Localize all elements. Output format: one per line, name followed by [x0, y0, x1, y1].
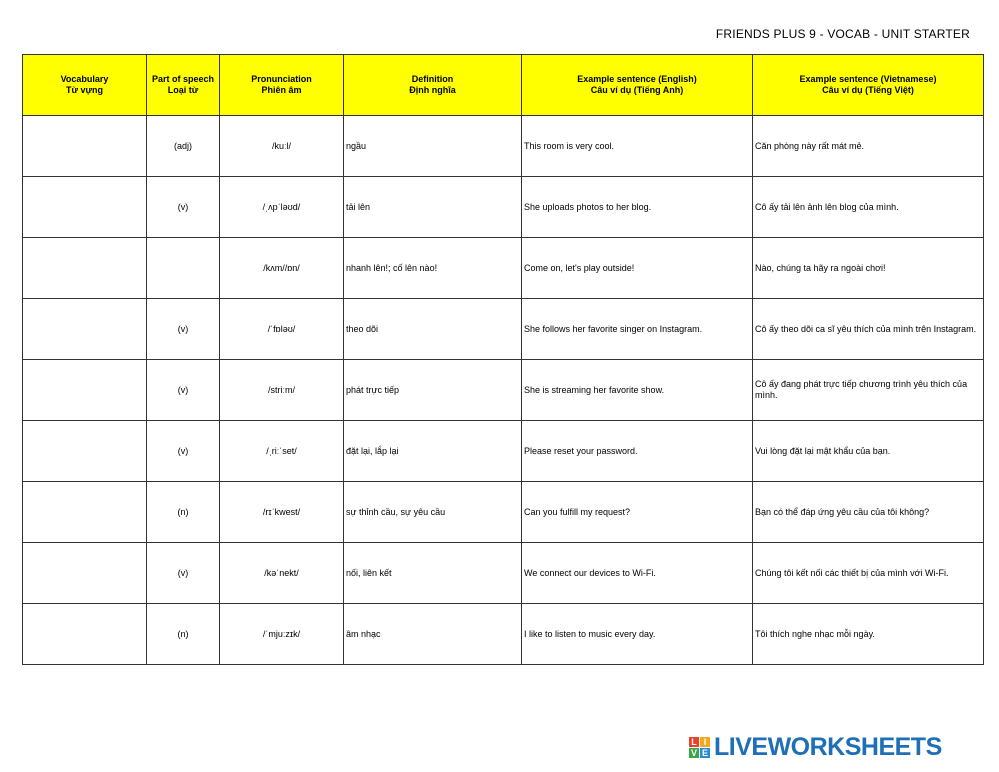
pronunciation-cell: /ˌʌpˈləʊd/: [220, 177, 344, 238]
vocab-answer-input[interactable]: [25, 237, 148, 299]
pronunciation-cell: /rɪˈkwest/: [220, 482, 344, 543]
definition-cell: phát trực tiếp: [344, 360, 522, 421]
table-header-row: [23, 55, 984, 116]
vocab-answer-cell[interactable]: [23, 604, 147, 665]
vocab-answer-input[interactable]: [25, 481, 148, 543]
document-title: FRIENDS PLUS 9 - VOCAB - UNIT STARTER: [715, 27, 970, 41]
example-english-cell: Please reset your password.: [522, 421, 753, 482]
liveworksheets-logo: [689, 733, 942, 762]
part-of-speech-cell: (n): [147, 482, 220, 543]
header-part-of-speech: Part of speech Loại từ: [147, 55, 220, 116]
definition-cell: âm nhạc: [344, 604, 522, 665]
example-vietnamese-cell: Nào, chúng ta hãy ra ngoài chơi!: [753, 238, 984, 299]
table-row: [23, 421, 984, 482]
example-vietnamese-cell: Cô ấy theo dõi ca sĩ yêu thích của mình trên Instagram.: [753, 299, 984, 360]
part-of-speech-cell: [147, 238, 220, 299]
part-of-speech-cell: (v): [147, 360, 220, 421]
example-vietnamese-cell: Tôi thích nghe nhạc mỗi ngày.: [753, 604, 984, 665]
pronunciation-cell: /striːm/: [220, 360, 344, 421]
table-row: [23, 604, 984, 665]
definition-cell: nối, liên kết: [344, 543, 522, 604]
pronunciation-cell: /ˈmjuːzɪk/: [220, 604, 344, 665]
liveworksheets-logo-icon: [689, 737, 710, 758]
example-vietnamese-cell: Bạn có thể đáp ứng yêu cầu của tôi không?: [753, 482, 984, 543]
example-english-cell: She follows her favorite singer on Instagram.: [522, 299, 753, 360]
vocab-answer-cell[interactable]: [23, 421, 147, 482]
part-of-speech-cell: (adj): [147, 116, 220, 177]
example-english-cell: She uploads photos to her blog.: [522, 177, 753, 238]
table-row: [23, 543, 984, 604]
definition-cell: nhanh lên!; cố lên nào!: [344, 238, 522, 299]
example-vietnamese-cell: Cô ấy đang phát trực tiếp chương trình yêu thích của mình.: [753, 360, 984, 421]
part-of-speech-cell: (n): [147, 604, 220, 665]
definition-cell: tải lên: [344, 177, 522, 238]
part-of-speech-cell: (v): [147, 421, 220, 482]
header-definition: Definition Định nghĩa: [344, 55, 522, 116]
vocab-answer-cell[interactable]: [23, 360, 147, 421]
example-vietnamese-cell: Vui lòng đặt lại mật khẩu của bạn.: [753, 421, 984, 482]
vocab-answer-input[interactable]: [25, 420, 148, 482]
liveworksheets-logo-text: LIVEWORKSHEETS: [714, 733, 942, 761]
vocab-answer-cell[interactable]: [23, 299, 147, 360]
vocab-answer-input[interactable]: [25, 115, 148, 177]
header-pronunciation: Pronunciation Phiên âm: [220, 55, 344, 116]
pronunciation-cell: /ˌriːˈset/: [220, 421, 344, 482]
table-row: [23, 360, 984, 421]
part-of-speech-cell: (v): [147, 177, 220, 238]
vocab-answer-input[interactable]: [25, 359, 148, 421]
example-english-cell: Can you fulfill my request?: [522, 482, 753, 543]
definition-cell: đặt lại, lắp lại: [344, 421, 522, 482]
vocab-answer-input[interactable]: [25, 298, 148, 360]
vocab-answer-cell[interactable]: [23, 238, 147, 299]
example-vietnamese-cell: Cô ấy tải lên ảnh lên blog của mình.: [753, 177, 984, 238]
pronunciation-cell: /kʌm//ɒn/: [220, 238, 344, 299]
table-row: [23, 238, 984, 299]
table-row: [23, 116, 984, 177]
vocab-answer-cell[interactable]: [23, 543, 147, 604]
vocab-table: [22, 54, 984, 665]
part-of-speech-cell: (v): [147, 543, 220, 604]
definition-cell: ngầu: [344, 116, 522, 177]
definition-cell: sự thỉnh cầu, sự yêu cầu: [344, 482, 522, 543]
table-row: [23, 299, 984, 360]
logo-letter: V: [690, 748, 697, 758]
pronunciation-cell: /ˈfɒləʊ/: [220, 299, 344, 360]
example-english-cell: Come on, let's play outside!: [522, 238, 753, 299]
logo-letter: E: [701, 748, 708, 758]
part-of-speech-cell: (v): [147, 299, 220, 360]
header-vocabulary: Vocabulary Từ vựng: [23, 55, 147, 116]
example-english-cell: We connect our devices to Wi-Fi.: [522, 543, 753, 604]
example-vietnamese-cell: Chúng tôi kết nối các thiết bị của mình với Wi-Fi.: [753, 543, 984, 604]
table-row: [23, 482, 984, 543]
example-english-cell: I like to listen to music every day.: [522, 604, 753, 665]
pronunciation-cell: /kuːl/: [220, 116, 344, 177]
vocab-answer-input[interactable]: [25, 176, 148, 238]
logo-letter: I: [700, 737, 710, 747]
example-english-cell: She is streaming her favorite show.: [522, 360, 753, 421]
vocab-answer-input[interactable]: [25, 542, 148, 604]
header-example-english: Example sentence (English) Câu ví dụ (Tiếng Anh): [522, 55, 753, 116]
definition-cell: theo dõi: [344, 299, 522, 360]
vocab-answer-input[interactable]: [25, 603, 148, 665]
example-vietnamese-cell: Căn phòng này rất mát mẻ.: [753, 116, 984, 177]
pronunciation-cell: /kəˈnekt/: [220, 543, 344, 604]
vocab-answer-cell[interactable]: [23, 116, 147, 177]
example-english-cell: This room is very cool.: [522, 116, 753, 177]
vocab-answer-cell[interactable]: [23, 177, 147, 238]
logo-letter: L: [689, 737, 699, 747]
vocab-answer-cell[interactable]: [23, 482, 147, 543]
header-example-vietnamese: Example sentence (Vietnamese) Câu ví dụ (Tiếng Việt): [753, 55, 984, 116]
table-row: [23, 177, 984, 238]
